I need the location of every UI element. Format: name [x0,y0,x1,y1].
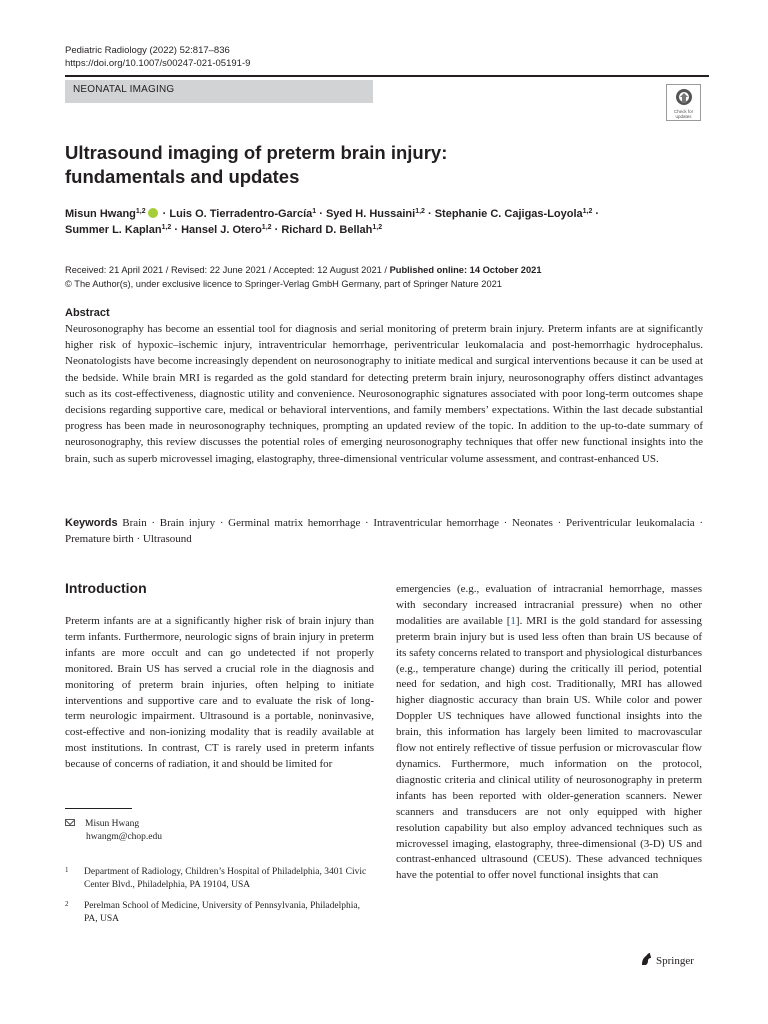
history-line [65,264,715,278]
header-rule [65,75,709,77]
correspondence [65,818,162,843]
copyright-line [65,278,715,292]
body-text: ]. MRI is the gold standard for assessing preterm brain injury but is used less often than brain US because of its safety concerns related to transport and physiological disturbances (e.g., temperature change) during the critically ill period, potential need for sedation, and high cost. Traditionally, MRI has allowed higher diagnostic accuracy than brain US. While color and power Doppler US techniques have allowed functional insights into the brain, this information has largely been limited to macrovascular flow not entirely reflective of tissue perfusion or microvascular flow dynamics. Furthermore, much information on the protocol, diagnostic criteria and clinical utility of neurosonography in preterm infants has been reported with older-generation scanners. Newer scanners and transducers are not only equipped with higher resolution capability but also employ advanced techniques such as microvessel imaging, elastography, three-dimensional (3-D) US and contrast-enhanced ultrasound (CEUS). These advanced techniques have the potential to offer novel functional insights that can [396,614,703,882]
crossmark-badge[interactable] [666,84,701,121]
corresponding-email[interactable]: hwangm@chop.edu [86,831,163,842]
title-line-2: fundamentals and updates [65,166,300,187]
article-title [65,141,665,189]
author-name[interactable]: Richard D. Bellah [281,223,373,236]
author-name[interactable]: Misun Hwang [65,208,136,220]
affiliation-number: 2 [65,900,69,908]
journal-citation: Pediatric Radiology (2022) 52:817–836 [65,45,230,56]
crossmark-label: Check for updates [673,109,694,119]
author-list: Misun Hwang$^{1,2}$ · Luis O. Tierradentro-García$^1$ · Syed H. Hussaini$^{1,2}$ · Stephanie C. Cajigas-Loyola$^{1,2}$ · Summer L. Kaplan$^{1,2}$ · Hansel J. Otero$^{1,2}$ · Richard D. Bellah$^{1,2}$ [65,208,600,236]
publisher-name: Springer [656,955,694,967]
envelope-icon [65,819,75,826]
body-column-right [396,582,702,884]
author-affil-sup: 1,2 [161,223,172,231]
keywords-list: Brain · Brain injury · Germinal matrix hemorrhage · Intraventricular hemorrhage · Neonates · Periventricular leukomalacia · Premature birth · Ultrasound [65,517,703,546]
keywords-label: Keywords [65,517,118,529]
author-name[interactable]: Luis O. Tierradentro-García [169,208,313,220]
author-name[interactable]: Summer L. Kaplan [65,223,162,236]
author-affil-sup: 1,2 [261,223,272,231]
author-affil-sup: 1,2 [582,208,593,215]
crossmark-icon [675,88,693,106]
body-text: emergencies (e.g., evaluation of intracranial hemorrhage, masses with secondary increased intracranial pressure) when no other modalities are available [ [396,583,702,627]
springer-horse-icon [639,952,653,966]
author-affil-sup: 1 [312,208,317,215]
body-column-left: Preterm infants are at a significantly higher risk of brain injury than term infants. Furthermore, neurologic signs of brain injury in preterm infants are more occult and can go undetected if not properly monitored. Brain US has served a crucial role in the diagnosis and monitoring of preterm brain injuries, often helping to initiate interventions and supportive care and to evaluate the risk of long-term neurologic impairment. Ultrasound is a portable, noninvasive, cost-effective and non-ionizing modality that is readily available at most institutions. In contrast, CT is rarely used in preterm infants because of concerns of radiation, it and should be limited for [65,615,374,771]
introduction-heading: Introduction [65,580,147,596]
abstract-body: Neurosonography has become an essential tool for diagnosis and serial monitoring of preterm brain injury. Preterm infants are at significantly higher risk of hypoxic–ischemic injury, intraventricular hemorrhage, periventricular leukomalacia and post-hemorrhagic hydrocephalus. Neonatologists have become increasingly dependent on neurosonography to initiate medical and surgical interventions because it can be used at the bedside. While brain MRI is regarded as the gold standard for detecting preterm brain injury, neurosonography offers distinct advantages such as its cost-effectiveness, diagnostic utility and convenience. Neurosonographic signatures associated with poor long-term outcomes shape decisions regarding supportive care, medical or behavioral interventions, and family members’ expectations. Within the last decade substantial progress has been made in neurosonography techniques, prompting an updated review of the topic. In addition to the up-to-date summary of neurosonography, this review discusses the potential roles of emerging neurosonography techniques that offer new functional insights into the brain, such as superb microvessel imaging, elastography, three-dimensional ventricular volume assessment, and contrast-enhanced US. [65,323,703,465]
author-affil-sup: 1,2 [372,223,383,231]
author-affil-sup: 1,2 [135,208,146,215]
author-name[interactable]: Hansel J. Otero [181,223,262,236]
corresponding-author: Misun Hwang [85,819,140,829]
affiliation-text: Department of Radiology, Children’s Hospital of Philadelphia, 3401 Civic Center Blvd., Philadelphia, PA 19104, USA [84,867,367,890]
publication-history [65,264,715,291]
affiliation-number: 1 [65,866,69,874]
author-name[interactable]: Syed H. Hussaini [325,208,416,220]
citation-link[interactable]: 1 [510,614,516,627]
footnote-rule [65,808,132,809]
copyright-text: The Author(s), under exclusive licence to Springer-Verlag GmbH Germany, part of Springer Nature 2021 [74,278,502,289]
publisher-logo [639,952,694,968]
affiliation-text: Perelman School of Medicine, University of Pennsylvania, Philadelphia, PA, USA [84,901,360,924]
published-online: Published online: 14 October 2021 [389,265,542,275]
abstract-heading: Abstract [65,307,110,319]
section-banner: NEONATAL IMAGING [65,80,373,103]
author-name[interactable]: Stephanie C. Cajigas-Loyola [434,208,583,220]
author-affil-sup: 1,2 [415,208,425,215]
history-dates: Received: 21 April 2021 / Revised: 22 June 2021 / Accepted: 12 August 2021 / [65,265,390,275]
orcid-icon[interactable] [148,208,158,218]
journal-header [65,44,250,70]
affiliation [65,900,375,926]
copyright-icon: © [65,278,72,289]
doi-link[interactable]: https://doi.org/10.1007/s00247-021-05191-9 [65,58,251,69]
affiliation [65,866,375,892]
title-line-1: Ultrasound imaging of preterm brain injury: [65,142,448,163]
keywords [65,515,703,547]
